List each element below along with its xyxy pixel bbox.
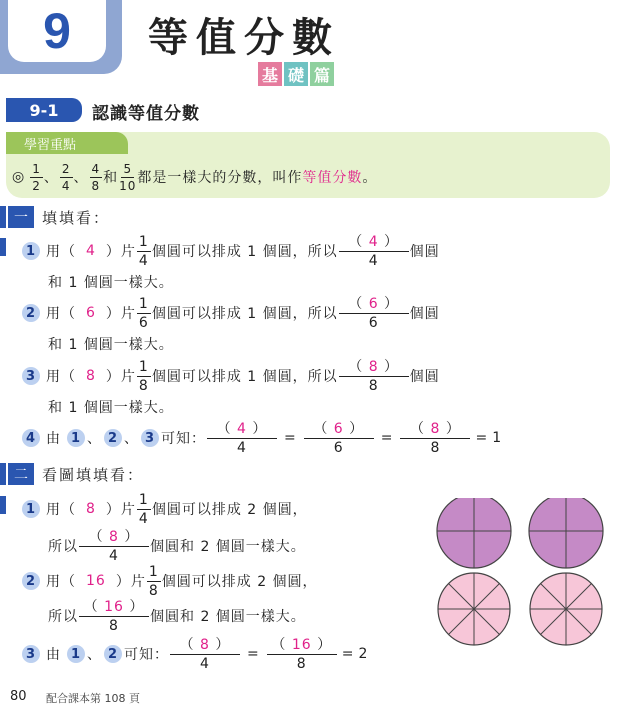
answer: 16: [86, 573, 106, 589]
badge-char: 基: [258, 62, 282, 86]
lesson-number: 9-1: [6, 98, 82, 122]
fraction: $\frac{1}{4}$: [138, 491, 149, 527]
quarter-circle-1: [437, 498, 511, 568]
question-marker: [0, 496, 6, 514]
question-number: 2: [22, 572, 40, 590]
question-line: 4 由 1 、 2 、 3 可知： $\frac{( 4 )}{4}$ = $\frac{( 6 )}{6}$ = $\frac{( 8 )}{8}$ = 1: [22, 420, 502, 456]
fraction: $\frac{2}{4}$: [61, 161, 71, 193]
key-point-label: 學習重點: [6, 132, 128, 154]
question-number: 3: [22, 645, 40, 663]
fraction: $\frac{1}{8}$: [148, 563, 159, 599]
fraction: $\frac{5}{10}$: [119, 161, 137, 193]
question-marker: [0, 238, 6, 256]
question-number: 4: [22, 429, 40, 447]
question-line: 2 用（ 16 ）片 $\frac{1}{8}$ 個圓可以排成 2 個圓，: [22, 563, 318, 599]
key-point-text: ◎ $\frac{1}{2}$ 、 $\frac{2}{4}$ 、 $\frac{4}{8}$ 和 $\frac{5}{10}$ 都是一樣大的分數，叫作 等值分數 。: [12, 161, 378, 193]
answer: 6: [86, 305, 96, 321]
section-2-heading: [8, 463, 144, 485]
reference-number: 1: [67, 645, 85, 663]
eighth-circle-2: [530, 573, 602, 645]
fraction: $\frac{1}{8}$: [138, 358, 149, 394]
question-line-2: 和 1 個圓一樣大。: [48, 337, 174, 353]
question-number: 1: [22, 242, 40, 260]
answer-fraction: $\frac{( 16 )}{8}$: [267, 638, 337, 671]
result: 2: [358, 646, 369, 662]
question-line: 2 用（ 6 ）片 $\frac{1}{6}$ 個圓可以排成 1 個圓，所以 $\frac{( 6 )}{6}$ 個圓: [22, 295, 440, 331]
key-term: 等值分數: [302, 170, 363, 186]
question-line-2: 所以 $\frac{( 8 )}{4}$ 個圓和 2 個圓一樣大。: [48, 528, 306, 564]
answer: 4: [86, 243, 96, 259]
question-number: 3: [22, 367, 40, 385]
section-1-heading: [8, 206, 110, 228]
question-number: 2: [22, 304, 40, 322]
fraction: $\frac{1}{2}$: [32, 161, 41, 193]
eighth-circle-1: [438, 573, 510, 645]
chapter-number-box: [8, 0, 106, 62]
section-number: 二: [8, 463, 34, 485]
circle-diagrams: [430, 498, 610, 646]
reference-number: 2: [104, 645, 122, 663]
answer-fraction: $\frac{( 4 )}{4}$: [207, 422, 277, 455]
answer-fraction: $\frac{( 16 )}{8}$: [79, 600, 149, 633]
question-line: 3 由 1 、 2 可知： $\frac{( 8 )}{4}$ = $\frac{( 16 )}{8}$ = 2: [22, 636, 368, 672]
reference-number: 2: [104, 429, 122, 447]
question-number: 1: [22, 500, 40, 518]
question-line: 1 用（ 4 ）片 $\frac{1}{4}$ 個圓可以排成 1 個圓，所以 $\frac{( 4 )}{4}$ 個圓: [22, 233, 440, 269]
key-point-sentence: 都是一樣大的分數，叫作: [137, 170, 303, 186]
quarter-circle-2: [529, 498, 603, 568]
question-line-2: 和 1 個圓一樣大。: [48, 400, 174, 416]
answer-fraction: $\frac{( 8 )}{4}$: [170, 638, 240, 671]
answer-fraction: $\frac{( 8 )}{4}$: [79, 530, 149, 563]
answer-fraction: $\frac{( 6 )}{6}$: [339, 297, 409, 330]
answer-fraction: $\frac{( 8 )}{8}$: [339, 360, 409, 393]
result: 1: [492, 430, 503, 446]
section-marker: [0, 463, 6, 485]
answer-fraction: $\frac{( 8 )}{8}$: [400, 422, 470, 455]
answer: 8: [86, 501, 96, 517]
question-line: 1 用（ 8 ）片 $\frac{1}{4}$ 個圓可以排成 2 個圓，: [22, 491, 308, 527]
badge-char: 礎: [284, 62, 308, 86]
section-number: 一: [8, 206, 34, 228]
answer-fraction: $\frac{( 4 )}{4}$: [339, 235, 409, 268]
lesson-title: 認識等值分數: [92, 104, 200, 124]
reference-number: 1: [67, 429, 85, 447]
fraction: $\frac{4}{8}$: [91, 161, 101, 193]
answer: 8: [86, 368, 96, 384]
question-line-2: 和 1 個圓一樣大。: [48, 275, 174, 291]
question-line: 3 用（ 8 ）片 $\frac{1}{8}$ 個圓可以排成 1 個圓，所以 $\frac{( 8 )}{8}$ 個圓: [22, 358, 440, 394]
bullet-symbol: ◎: [12, 169, 26, 185]
section-marker: [0, 206, 6, 228]
section-title: 看圖填填看：: [42, 465, 145, 484]
chapter-title: 等值分數: [148, 15, 340, 61]
reference-number: 3: [141, 429, 159, 447]
page-number: 80: [10, 689, 27, 704]
badge-char: 篇: [310, 62, 334, 86]
answer-fraction: $\frac{( 6 )}{6}$: [304, 422, 374, 455]
question-line-2: 所以 $\frac{( 16 )}{8}$ 個圓和 2 個圓一樣大。: [48, 598, 306, 634]
textbook-reference: 配合課本第 108 頁: [46, 692, 140, 705]
fraction: $\frac{1}{4}$: [138, 233, 149, 269]
level-badge: [258, 62, 334, 86]
section-title: 填填看：: [42, 208, 111, 227]
chapter-number: 9: [43, 3, 71, 59]
fraction: $\frac{1}{6}$: [138, 295, 149, 331]
